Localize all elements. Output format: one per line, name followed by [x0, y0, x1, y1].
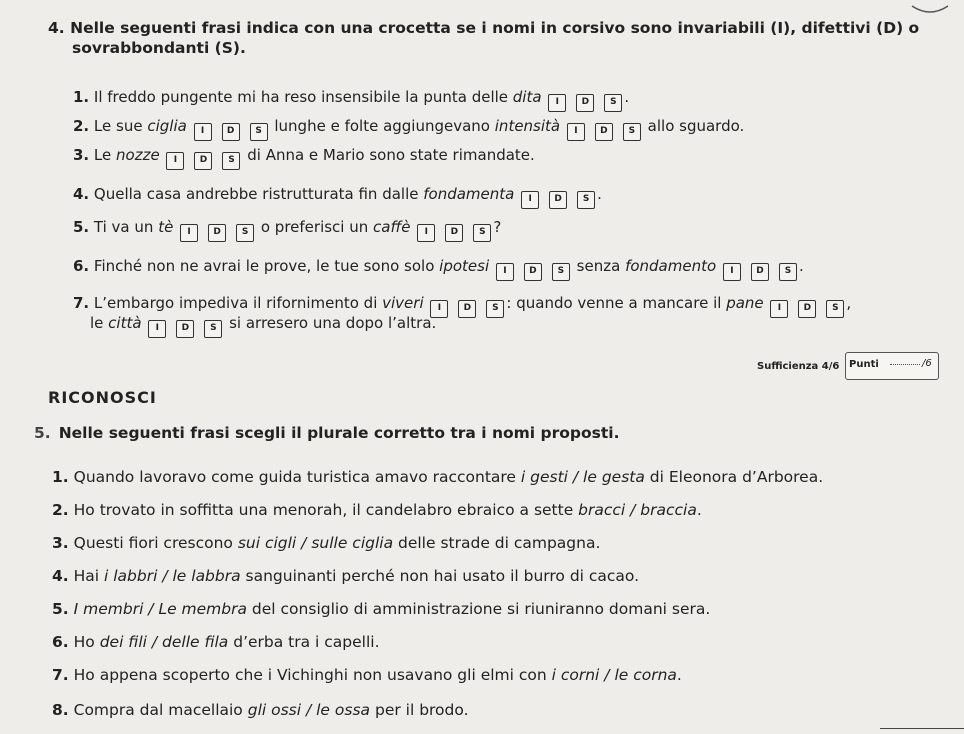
section-heading: RICONOSCI: [48, 388, 157, 407]
checkbox-D[interactable]: D: [524, 263, 542, 281]
checkbox-D[interactable]: D: [208, 224, 226, 242]
checkbox-S[interactable]: S: [552, 263, 570, 281]
ex5-item-2: 2. Ho trovato in soffitta una menorah, il candelabro ebraico a sette bracci / braccia.: [52, 501, 702, 519]
checkbox-I[interactable]: I: [148, 320, 166, 338]
checkbox-S[interactable]: S: [236, 224, 254, 242]
ex4-item-2: 2. Le sue ciglia I D S lunghe e folte aggiungevano intensità I D S allo sguardo.: [73, 116, 744, 141]
checkbox-I[interactable]: I: [194, 123, 212, 141]
ex5-item-4: 4. Hai i labbri / le labbra sanguinanti perché non hai usato il burro di cacao.: [52, 567, 640, 585]
checkbox-S[interactable]: S: [779, 263, 797, 281]
checkbox-I[interactable]: I: [496, 263, 514, 281]
score-label: Punti: [849, 359, 879, 370]
plural-choice[interactable]: I membri / Le membra: [73, 600, 247, 618]
ex4-item-3: 3. Le nozze I D S di Anna e Mario sono state rimandate.: [73, 145, 535, 170]
checkbox-I[interactable]: I: [180, 224, 198, 242]
ex4-number: 4.: [48, 19, 65, 37]
target-word: dita: [512, 88, 542, 106]
plural-choice[interactable]: i corni / le corna: [551, 666, 677, 684]
checkbox-I[interactable]: I: [430, 300, 448, 318]
target-word: pane: [726, 294, 764, 312]
checkbox-D[interactable]: D: [176, 320, 194, 338]
target-word: città: [108, 314, 142, 332]
checkbox-D[interactable]: D: [751, 263, 769, 281]
score-blank[interactable]: [890, 364, 920, 365]
target-word: intensità: [494, 117, 561, 135]
checkbox-S[interactable]: S: [577, 191, 595, 209]
ex5-number: 5.: [34, 424, 51, 442]
target-word: fondamenta: [423, 185, 515, 203]
checkbox-I[interactable]: I: [770, 300, 788, 318]
checkbox-D[interactable]: D: [194, 152, 212, 170]
checkbox-D[interactable]: D: [549, 191, 567, 209]
ex5-item-6: 6. Ho dei fili / delle fila d’erba tra i capelli.: [52, 633, 380, 651]
ex4-item-4: 4. Quella casa andrebbe ristrutturata fin dalle fondamenta I D S .: [73, 184, 602, 209]
checkbox-I[interactable]: I: [417, 224, 435, 242]
checkbox-I[interactable]: I: [521, 191, 539, 209]
checkbox-D[interactable]: D: [222, 123, 240, 141]
checkbox-D[interactable]: D: [798, 300, 816, 318]
checkbox-S[interactable]: S: [222, 152, 240, 170]
checkbox-D[interactable]: D: [576, 94, 594, 112]
target-word: ipotesi: [439, 257, 490, 275]
checkbox-S[interactable]: S: [473, 224, 491, 242]
target-word: tè: [158, 218, 174, 236]
checkbox-D[interactable]: D: [458, 300, 476, 318]
ex5-instruction: 5. Nelle seguenti frasi scegli il plurale corretto tra i nomi proposti.: [34, 424, 620, 442]
checkbox-S[interactable]: S: [826, 300, 844, 318]
plural-choice[interactable]: dei fili / delle fila: [99, 633, 229, 651]
ex4-item-1: 1. Il freddo pungente mi ha reso insensibile la punta delle dita I D S .: [73, 87, 629, 112]
checkbox-S[interactable]: S: [486, 300, 504, 318]
target-word: nozze: [116, 146, 160, 164]
score-total: /6: [922, 358, 932, 369]
ex5-item-7: 7. Ho appena scoperto che i Vichinghi non usavano gli elmi con i corni / le corna.: [52, 666, 682, 684]
checkbox-I[interactable]: I: [723, 263, 741, 281]
sufficienza-label: Sufficienza 4/6: [757, 361, 840, 372]
plural-choice[interactable]: i gesti / le gesta: [520, 468, 645, 486]
checkbox-I[interactable]: I: [567, 123, 585, 141]
target-word: fondamento: [625, 257, 717, 275]
plural-choice[interactable]: sui cigli / sulle ciglia: [237, 534, 394, 552]
ex4-instruction-line2: sovrabbondanti (S).: [72, 39, 246, 57]
checkbox-S[interactable]: S: [623, 123, 641, 141]
checkbox-D[interactable]: D: [445, 224, 463, 242]
ex5-item-3: 3. Questi fiori crescono sui cigli / sulle ciglia delle strade di campagna.: [52, 534, 601, 552]
checkbox-I[interactable]: I: [548, 94, 566, 112]
checkbox-S[interactable]: S: [250, 123, 268, 141]
ex4-item-7-cont: le città I D S si arresero una dopo l’altra.: [90, 313, 436, 338]
checkbox-I[interactable]: I: [166, 152, 184, 170]
target-word: viveri: [382, 294, 424, 312]
ex4-item-5: 5. Ti va un tè I D S o preferisci un caffè I D S ?: [73, 217, 501, 242]
plural-choice[interactable]: gli ossi / le ossa: [247, 701, 371, 719]
ex5-item-1: 1. Quando lavoravo come guida turistica amavo raccontare i gesti / le gesta di Eleonora d’Arborea.: [52, 468, 824, 486]
checkbox-S[interactable]: S: [604, 94, 622, 112]
checkbox-D[interactable]: D: [595, 123, 613, 141]
ex5-item-5: 5. I membri / Le membra del consiglio di amministrazione si riuniranno domani sera.: [52, 600, 711, 618]
score-box[interactable]: [845, 352, 939, 380]
plural-choice[interactable]: i labbri / le labbra: [104, 567, 241, 585]
divider: [880, 728, 964, 729]
ex4-item-7: 7. L’embargo impediva il rifornimento di viveri I D S : quando venne a mancare il pane I D S ,: [73, 293, 851, 318]
ex4-instruction: [48, 18, 919, 58]
ex5-item-8: 8. Compra dal macellaio gli ossi / le ossa per il brodo.: [52, 701, 469, 719]
checkbox-S[interactable]: S: [204, 320, 222, 338]
ex4-instruction-line1: Nelle seguenti frasi indica con una crocetta se i nomi in corsivo sono invariabili (I), difettivi (D) o: [70, 19, 920, 37]
target-word: caffè: [373, 218, 411, 236]
target-word: ciglia: [147, 117, 187, 135]
ex4-item-6: 6. Finché non ne avrai le prove, le tue sono solo ipotesi I D S senza fondamento I D S .: [73, 256, 804, 281]
plural-choice[interactable]: bracci / braccia: [578, 501, 697, 519]
